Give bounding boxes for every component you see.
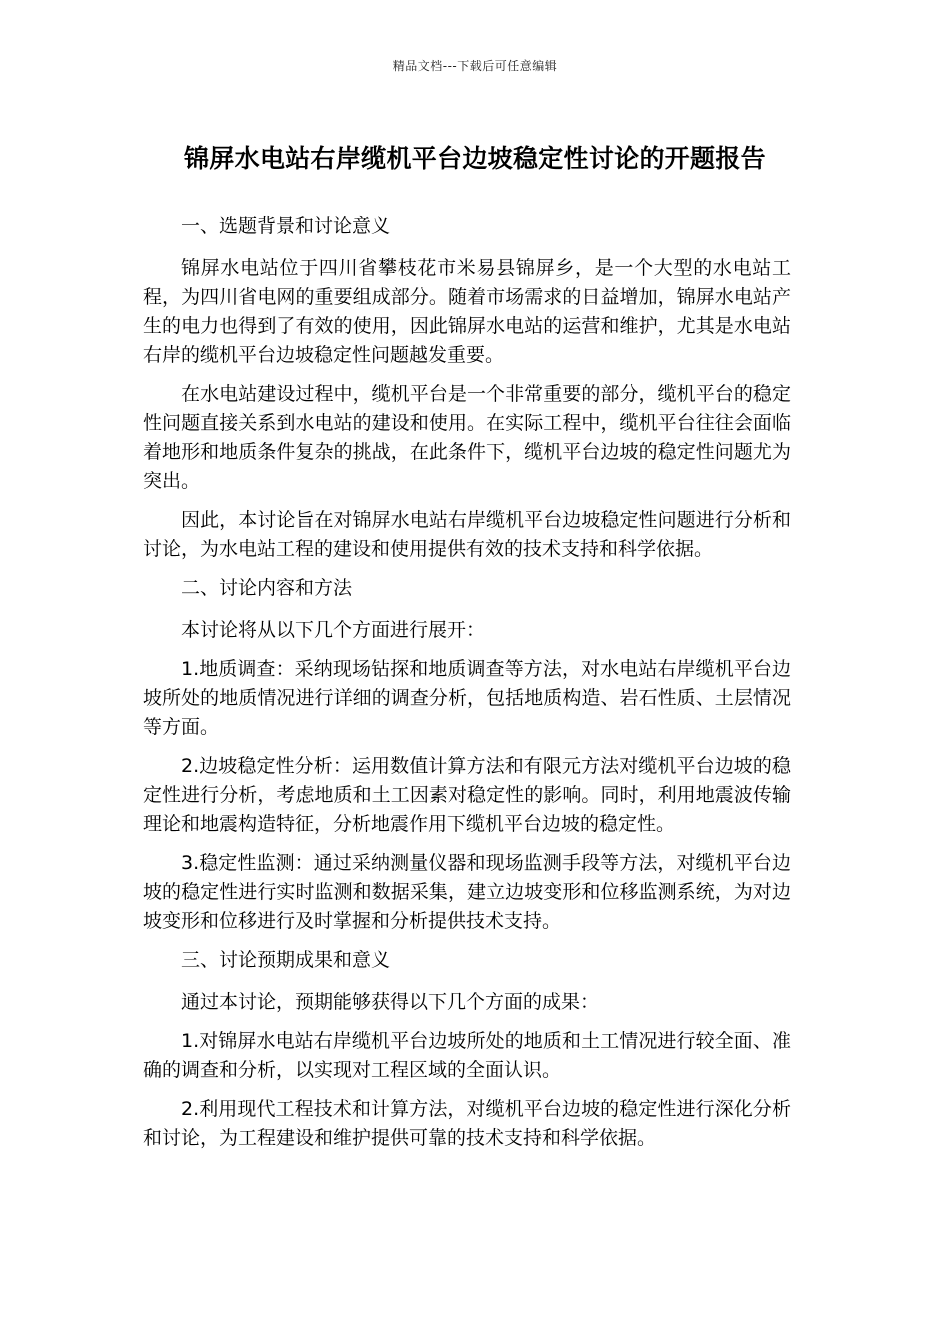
document-body: [143, 212, 791, 1163]
section-heading-background: 一、选题背景和讨论意义: [181, 215, 391, 237]
paragraph: 锦屏水电站位于四川省攀枝花市米易县锦屏乡，是一个大型的水电站工程，为四川省电网的重要组成部分。随着市场需求的日益增加，锦屏水电站产生的电力也得到了有效的使用，因此锦屏水电站的运营和维护，尤其是水电站右岸的缆机平台边坡稳定性问题越发重要。: [143, 257, 791, 366]
paragraph: 因此，本讨论旨在对锦屏水电站右岸缆机平台边坡稳定性问题进行分析和讨论，为水电站工程的建设和使用提供有效的技术支持和科学依据。: [143, 509, 791, 560]
paragraph: 通过本讨论，预期能够获得以下几个方面的成果：: [181, 991, 600, 1013]
section-heading-content-methods: 二、讨论内容和方法: [181, 577, 353, 599]
paragraph: 1.对锦屏水电站右岸缆机平台边坡所处的地质和土工情况进行较全面、准确的调查和分析，以实现对工程区域的全面认识。: [143, 1030, 791, 1081]
section-heading-expected-results: 三、讨论预期成果和意义: [181, 949, 391, 971]
page-header-note: 精品文档---下载后可任意编辑: [392, 59, 558, 73]
document-title: 锦屏水电站右岸缆机平台边坡稳定性讨论的开题报告: [184, 144, 766, 173]
paragraph: 1.地质调查：采纳现场钻探和地质调查等方法，对水电站右岸缆机平台边坡所处的地质情况进行详细的调查分析，包括地质构造、岩石性质、土层情况等方面。: [143, 658, 791, 738]
paragraph: 2.边坡稳定性分析：运用数值计算方法和有限元方法对缆机平台边坡的稳定性进行分析，考虑地质和土工因素对稳定性的影响。同时，利用地震波传输理论和地震构造特征，分析地震作用下缆机平台边坡的稳定性。: [143, 755, 791, 835]
paragraph: 2.利用现代工程技术和计算方法，对缆机平台边坡的稳定性进行深化分析和讨论，为工程建设和维护提供可靠的技术支持和科学依据。: [143, 1098, 791, 1149]
paragraph: 本讨论将从以下几个方面进行展开：: [181, 619, 486, 641]
paragraph: 在水电站建设过程中，缆机平台是一个非常重要的部分，缆机平台的稳定性问题直接关系到水电站的建设和使用。在实际工程中，缆机平台往往会面临着地形和地质条件复杂的挑战，在此条件下，缆机平台边坡的稳定性问题尤为突出。: [143, 383, 791, 492]
paragraph: 3.稳定性监测：通过采纳测量仪器和现场监测手段等方法，对缆机平台边坡的稳定性进行实时监测和数据采集，建立边坡变形和位移监测系统，为对边坡变形和位移进行及时掌握和分析提供技术支持。: [143, 852, 791, 932]
